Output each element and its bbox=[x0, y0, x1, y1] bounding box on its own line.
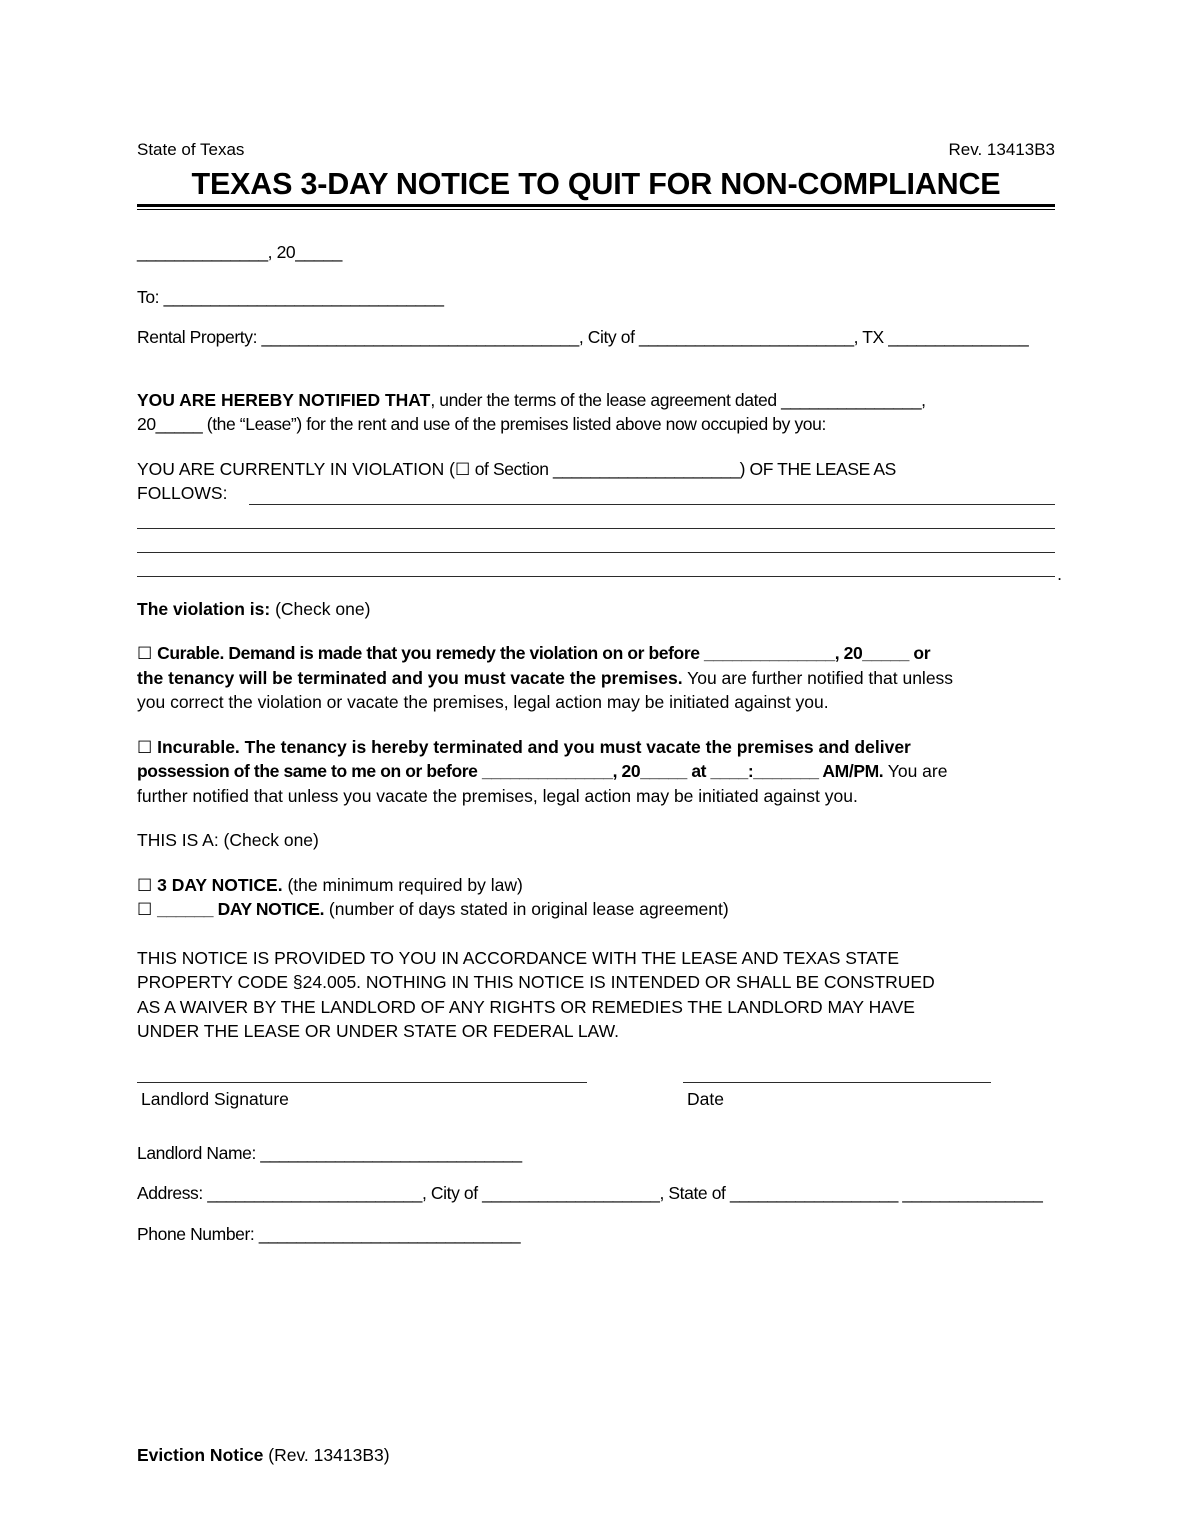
recipient-field-line[interactable]: To: ______________________________ bbox=[137, 286, 444, 307]
landlord-signature-label: Landlord Signature bbox=[141, 1088, 289, 1109]
document-body bbox=[137, 140, 1062, 1246]
signature-block bbox=[137, 1082, 1055, 1247]
signature-date-label: Date bbox=[687, 1088, 724, 1109]
curable-normal-line2: You are further notified that unless bbox=[682, 667, 954, 688]
curable-bold-line2: the tenancy will be terminated and you must vacate the premises. bbox=[137, 667, 683, 688]
landlord-signature-field[interactable] bbox=[137, 1082, 587, 1111]
landlord-address-field-line[interactable]: Address: _______________________, City of ___________________, State of __________________ _______________ bbox=[137, 1183, 1043, 1203]
violation-answer-lines[interactable] bbox=[137, 487, 1062, 584]
revision-label: Rev. 13413B3 bbox=[948, 140, 1055, 159]
three-day-notice-note: (the minimum required by law) bbox=[282, 874, 523, 895]
disclaimer-line-4: UNDER THE LEASE OR UNDER STATE OR FEDERAL LAW. bbox=[137, 1021, 619, 1041]
document-footer bbox=[137, 1444, 390, 1466]
this-is-a-label: THIS IS A: (Check one) bbox=[137, 830, 319, 850]
section-checkbox[interactable]: ☐ bbox=[454, 459, 471, 479]
rental-property-field-line[interactable]: Rental Property: __________________________________, City of _______________________, TX _______________ bbox=[137, 327, 1029, 347]
incurable-bold-line2[interactable]: possession of the same to me on or before ______________, 20_____ at ____:_______ AM/PM. bbox=[137, 761, 884, 781]
violation-trailing-period: . bbox=[1057, 564, 1062, 584]
notified-line1-rest[interactable]: , under the terms of the lease agreement dated _______________, bbox=[430, 389, 926, 410]
violation-line1-prefix: YOU ARE CURRENTLY IN VIOLATION ( bbox=[137, 458, 455, 479]
signature-rules-row bbox=[137, 1082, 1055, 1111]
signature-date-field[interactable] bbox=[683, 1082, 991, 1111]
signature-spacer bbox=[587, 1082, 683, 1111]
violation-is-label: The violation is: bbox=[137, 598, 271, 619]
incurable-option[interactable] bbox=[137, 735, 1055, 809]
violation-answer-line-3[interactable] bbox=[137, 535, 1055, 559]
violation-line1-suffix[interactable]: of Section ____________________) OF THE LEASE AS bbox=[470, 458, 896, 479]
landlord-name-field-line[interactable]: Landlord Name: ____________________________ bbox=[137, 1142, 522, 1163]
document-header bbox=[137, 140, 1055, 160]
violation-is-instruction: (Check one) bbox=[270, 598, 371, 619]
three-day-notice-label: 3 DAY NOTICE. bbox=[157, 874, 283, 895]
curable-checkbox[interactable]: ☐ bbox=[137, 644, 153, 663]
incurable-normal-line3: further notified that unless you vacate the premises, legal action may be initiated against you. bbox=[137, 785, 858, 806]
custom-day-notice-note: (number of days stated in original lease agreement) bbox=[324, 899, 729, 919]
disclaimer-line-2: PROPERTY CODE §24.005. NOTHING IN THIS NOTICE IS INTENDED OR SHALL BE CONSTRUED bbox=[137, 972, 935, 992]
violation-answer-line-1[interactable] bbox=[137, 487, 1055, 511]
page-title: TEXAS 3-DAY NOTICE TO QUIT FOR NON-COMPLIANCE bbox=[191, 167, 1001, 201]
state-label: State of Texas bbox=[137, 140, 245, 159]
violation-answer-line-2[interactable] bbox=[137, 511, 1055, 535]
notice-type-option-3day[interactable] bbox=[137, 873, 1055, 898]
footer-title: Eviction Notice bbox=[137, 1445, 264, 1465]
notified-bold-lead: YOU ARE HEREBY NOTIFIED THAT bbox=[137, 389, 431, 410]
violation-follows-label: FOLLOWS: bbox=[137, 483, 228, 503]
curable-option[interactable] bbox=[137, 641, 1055, 715]
curable-normal-line3: you correct the violation or vacate the premises, legal action may be initiated against you. bbox=[137, 692, 829, 712]
date-field-line[interactable]: ______________, 20_____ bbox=[137, 242, 342, 262]
violation-is-heading bbox=[137, 597, 1055, 622]
disclaimer-line-3: AS A WAIVER BY THE LANDLORD OF ANY RIGHTS OR REMEDIES THE LANDLORD MAY HAVE bbox=[137, 996, 915, 1017]
incurable-normal-line2: You are bbox=[883, 761, 948, 781]
incurable-checkbox[interactable]: ☐ bbox=[137, 737, 153, 757]
landlord-phone-field-line[interactable]: Phone Number: ____________________________ bbox=[137, 1223, 521, 1244]
custom-day-notice-label[interactable]: ______ DAY NOTICE. bbox=[157, 899, 325, 919]
notified-line2[interactable]: 20_____ (the “Lease”) for the rent and use of the premises listed above now occupied by you: bbox=[137, 414, 826, 434]
legal-disclaimer bbox=[137, 946, 1055, 1044]
notice-type-option-custom[interactable] bbox=[137, 897, 1055, 922]
incurable-bold-line1: Incurable. The tenancy is hereby terminated and you must vacate the premises and deliver bbox=[157, 736, 911, 757]
violation-answer-line-4[interactable] bbox=[137, 559, 1062, 584]
footer-revision: (Rev. 13413B3) bbox=[263, 1445, 390, 1465]
custom-day-notice-checkbox[interactable]: ☐ bbox=[137, 900, 153, 919]
three-day-notice-checkbox[interactable]: ☐ bbox=[137, 875, 153, 895]
notified-paragraph bbox=[137, 388, 1055, 437]
disclaimer-line-1: THIS NOTICE IS PROVIDED TO YOU IN ACCORDANCE WITH THE LEASE AND TEXAS STATE bbox=[137, 947, 900, 968]
curable-bold-line1: Curable. Demand is made that you remedy the violation on or before ______________, 20_____ or bbox=[157, 643, 931, 663]
